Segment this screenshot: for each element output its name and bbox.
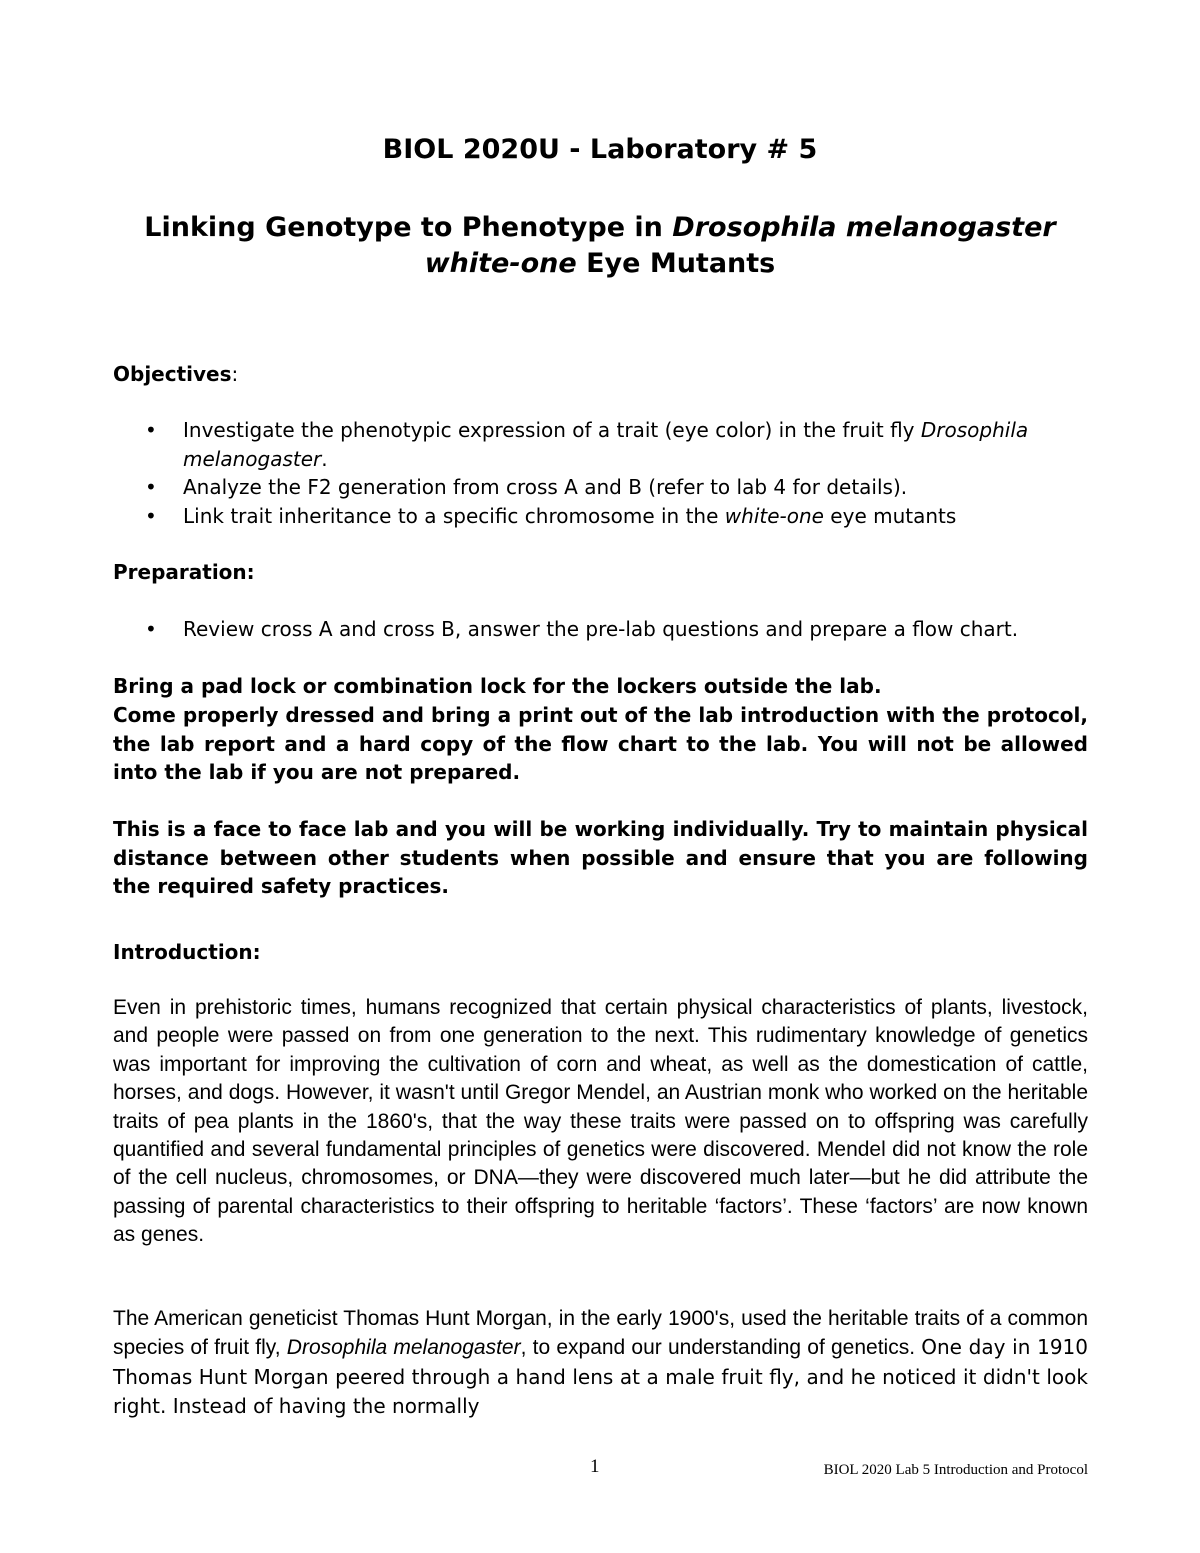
objective-item-2 xyxy=(145,473,1090,502)
preparation-item-1 xyxy=(145,615,1090,644)
subtitle-species: Drosophila melanogaster xyxy=(672,212,1056,243)
bullet-icon: • xyxy=(145,504,157,528)
bullet-icon: • xyxy=(145,617,157,641)
bullet-icon: • xyxy=(145,418,157,442)
page-number: 1 xyxy=(590,1456,600,1477)
lab-subtitle-line2 xyxy=(0,248,1200,279)
subtitle-text: Linking Genotype to Phenotype in xyxy=(144,212,673,243)
preparation-text-1: Review cross A and cross B, answer the pre-lab questions and prepare a flow chart. xyxy=(183,617,1019,641)
objectives-heading-text: Objectives xyxy=(113,362,232,386)
intro-paragraph-2: The American geneticist Thomas Hunt Morgan, in the early 1900's, used the heritable traits of a common species of fruit fly, Drosophila melanogaster, to expand our understanding of genetics. One day in 1910 Thomas Hunt Morgan peered through a hand lens at a male fruit fly, and he noticed it didn't look right. Instead of having the normally xyxy=(113,1307,1089,1419)
notice-dress-prepare: Come properly dressed and bring a print out of the lab introduction with the protocol, the lab report and a hard copy of the flow chart to the lab. You will not be allowed into the lab if you are not prepared. xyxy=(113,703,1088,784)
bullet-icon: • xyxy=(145,475,157,499)
objectives-heading xyxy=(113,362,238,386)
intro-paragraph-1: Even in prehistoric times, humans recognized that certain physical characteristics of plants, livestock, and people were passed on from one generation to the next. This rudimentary knowledge of genetics was important for improving the cultivation of corn and wheat, as well as the domestication of cattle, horses, and dogs. However, it wasn't until Gregor Mendel, an Austrian monk who worked on the heritable traits of pea plants in the 1860's, that the way these traits were passed on to offspring was carefully quantified and several fundamental principles of genetics were discovered. Mendel did not know the role of the cell nucleus, chromosomes, or DNA—they were discovered much later—but he did attribute the passing of parental characteristics to their offspring to heritable ‘factors’. These ‘factors’ are now known as genes. xyxy=(113,996,1088,1247)
subtitle-text-end: Eye Mutants xyxy=(576,248,776,279)
subtitle-mutant: white-one xyxy=(424,248,577,279)
objective-item-1 xyxy=(145,416,1090,473)
objective-text-1: Investigate the phenotypic expression of a trait (eye color) in the fruit fly Drosophila melanogaster. xyxy=(183,418,1029,471)
lab-title: BIOL 2020U - Laboratory # 5 xyxy=(382,134,818,165)
preparation-heading: Preparation: xyxy=(113,560,255,584)
introduction-heading: Introduction: xyxy=(113,940,261,964)
notice-face-to-face: This is a face to face lab and you will be working individually. Try to maintain physical distance between other students when possible and ensure that you are following the required safety practices. xyxy=(113,817,1088,898)
objective-text-3: Link trait inheritance to a specific chromosome in the white-one eye mutants xyxy=(183,504,957,528)
footer-document-title: BIOL 2020 Lab 5 Introduction and Protocol xyxy=(823,1462,1088,1478)
objective-item-3 xyxy=(145,502,1090,531)
notice-lock: Bring a pad lock or combination lock for the lockers outside the lab. xyxy=(113,674,882,698)
objective-text-2: Analyze the F2 generation from cross A and B (refer to lab 4 for details). xyxy=(183,475,908,499)
lab-subtitle-line1 xyxy=(0,212,1200,243)
objectives-colon: : xyxy=(231,362,239,386)
